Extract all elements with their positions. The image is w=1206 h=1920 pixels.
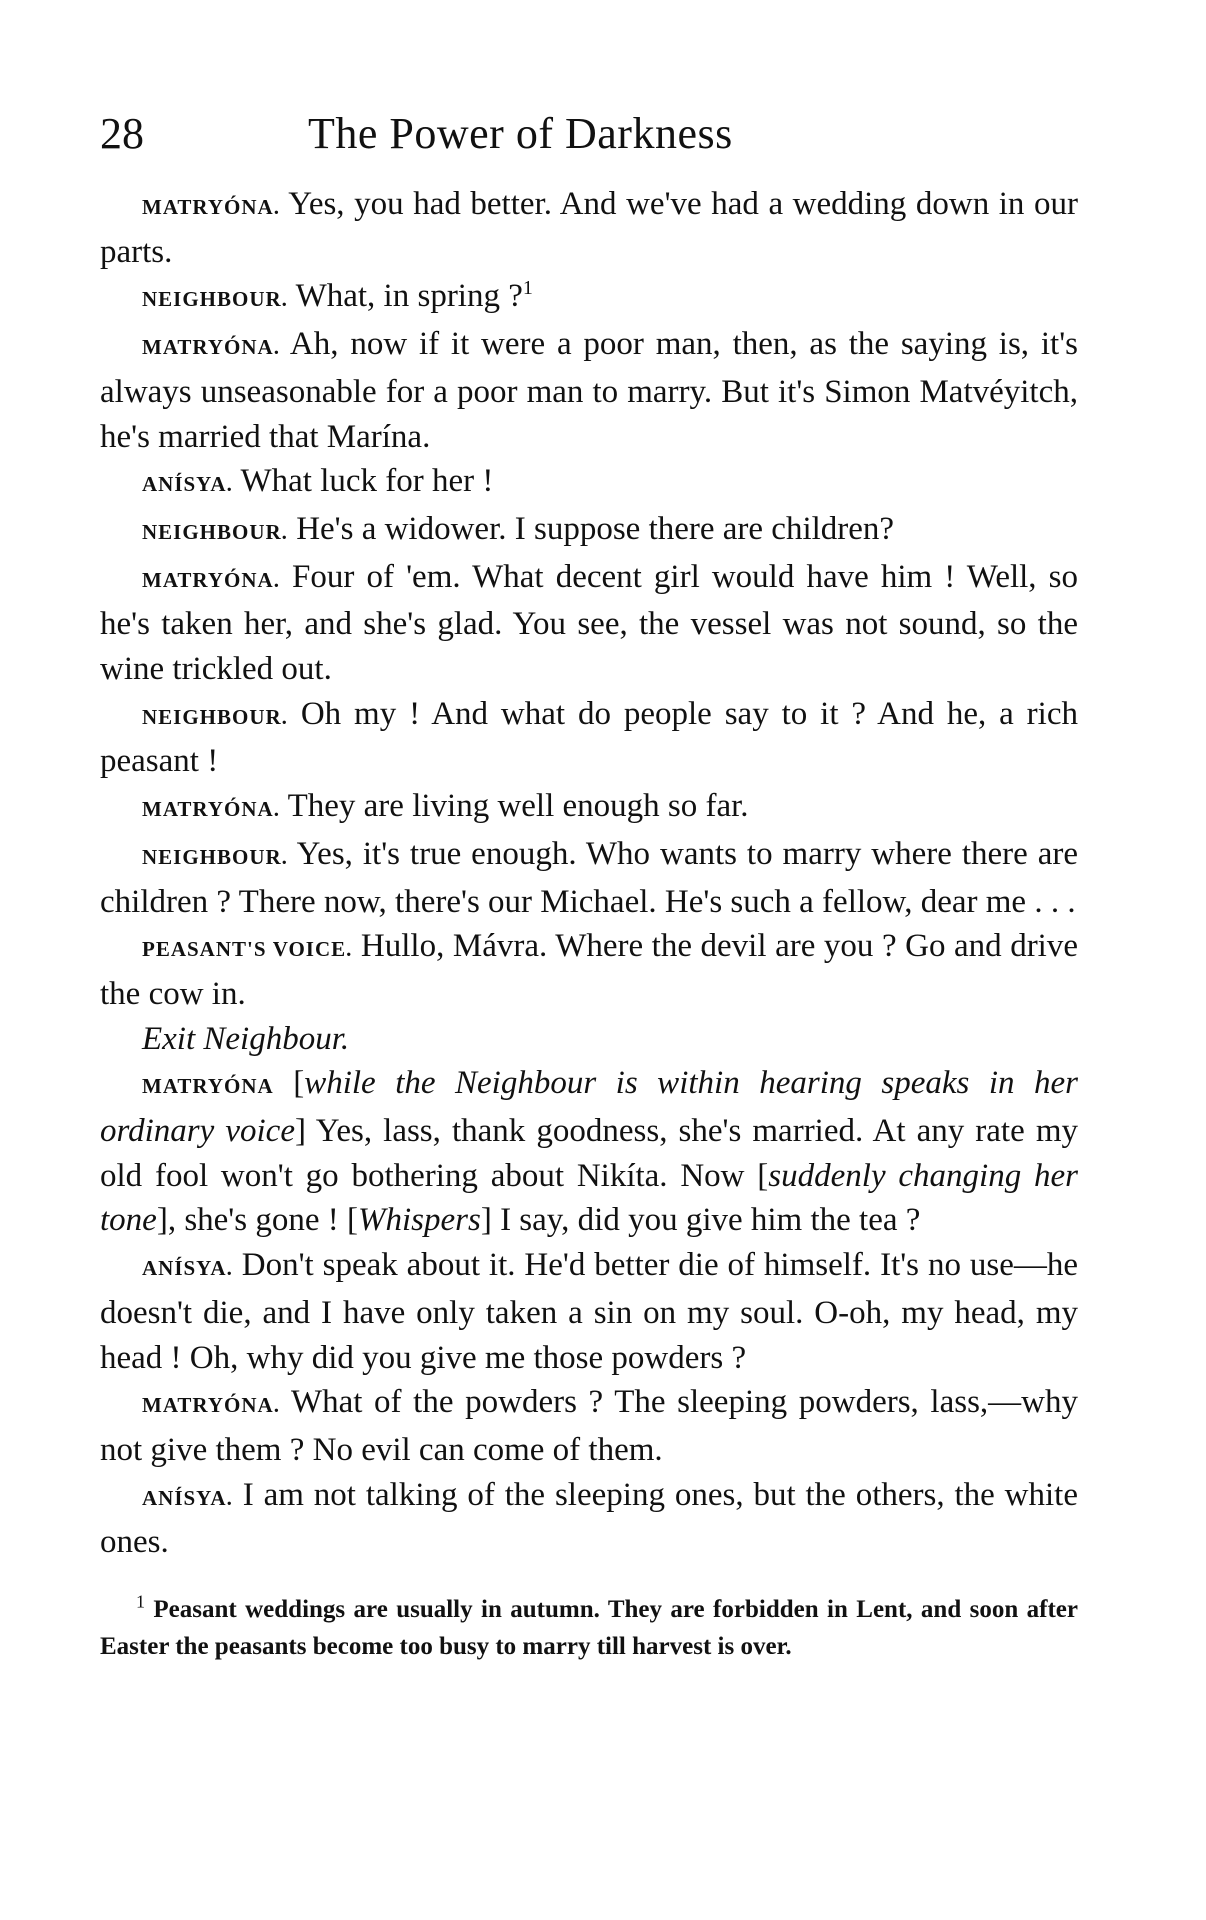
speech-text: Oh my ! And what do people say to it ? And he, a rich peasant !: [100, 695, 1078, 780]
dialogue-line: [100, 692, 1078, 784]
speech-text: Four of 'em. What decent girl would have him ! Well, so he's taken her, and she's glad. You see, the vessel was not sound, so the wine trickled out.: [100, 558, 1078, 688]
speech-text: ], she's gone ! [: [156, 1202, 358, 1239]
running-title: The Power of Darkness: [308, 109, 733, 158]
footnote-text: Peasant weddings are usually in autumn. They are forbidden in Lent, and soon after Easter the peasants become too busy to marry till harvest is over.: [100, 1596, 1078, 1661]
speech-text: Ah, now if it were a poor man, then, as the saying is, it's always unseasonable for a poor man to marry. But it's Simon Matvéyitch, he's married that Marína.: [100, 326, 1078, 455]
dialogue-line: [100, 555, 1078, 692]
speaker-name: MATRYÓNA: [142, 1074, 274, 1099]
speech-text: He's a widower. I suppose there are children?: [287, 510, 895, 547]
speech-text: What luck for her !: [232, 463, 494, 500]
dialogue-line: [100, 507, 1078, 555]
book-page: [100, 96, 1078, 1690]
inline-stage-direction: while the Neighbour is within hearing speaks in her ordinary voice: [100, 1065, 1078, 1150]
speaker-name: MATRYÓNA.: [142, 1393, 280, 1418]
dialogue-line: [100, 182, 1078, 274]
speech-text: [: [273, 1065, 305, 1102]
speaker-name: ANÍSYA.: [142, 1485, 233, 1510]
speaker-name: MATRYÓNA.: [142, 195, 280, 219]
speaker-name: NEIGHBOUR.: [142, 519, 288, 544]
speech-text: Don't speak about it. He'd better die of himself. It's no use—he doesn't die, and I have only taken a sin on my soul. O-oh, my head, my head ! Oh, why did you give me those powders ?: [100, 1247, 1078, 1376]
dialogue-line: [100, 1380, 1078, 1472]
footnote-reference: 1: [522, 277, 533, 300]
speech-text: Yes, you had better. And we've had a wedding down in our parts.: [100, 186, 1078, 270]
speaker-name: ANÍSYA.: [142, 472, 233, 497]
dialogue-line: [100, 322, 1078, 459]
speech-text: They are living well enough so far.: [279, 788, 749, 825]
dialogue-line: [100, 784, 1078, 832]
inline-stage-direction: Whispers: [357, 1202, 481, 1239]
dialogue-line: [100, 832, 1078, 924]
dialogue-line: [100, 274, 1078, 322]
footnote: [100, 1591, 1078, 1665]
page-number: 28: [100, 109, 144, 158]
inline-stage-direction: suddenly changing her tone: [100, 1157, 1078, 1239]
speaker-name: MATRYÓNA.: [142, 567, 280, 592]
dialogue-line: [100, 1243, 1078, 1380]
speaker-name: NEIGHBOUR.: [142, 704, 288, 729]
footnote-mark: 1: [136, 1591, 145, 1612]
speaker-name: NEIGHBOUR.: [142, 287, 288, 312]
speech-text: ] I say, did you give him the tea ?: [480, 1202, 921, 1239]
speech-text: Yes, it's true enough. Who wants to marry where there are children ? There now, there's our Michael. He's such a fellow, dear me . . .: [100, 835, 1078, 920]
dialogue-text: [100, 182, 1078, 1565]
speech-text: Hullo, Mávra. Where the devil are you ? Go and drive the cow in.: [100, 928, 1079, 1012]
speaker-name: MATRYÓNA.: [142, 797, 280, 822]
speech-text: I am not talking of the sleeping ones, but the others, the white ones.: [100, 1476, 1078, 1561]
speaker-name: PEASANT'S VOICE.: [142, 937, 353, 962]
page-header: [100, 96, 1078, 172]
speaker-name: NEIGHBOUR.: [142, 844, 288, 869]
stage-direction: Exit Neighbour.: [142, 1020, 350, 1057]
dialogue-line: [100, 1473, 1078, 1565]
speech-text: What of the powders ? The sleeping powders, lass,—why not give them ? No evil can come of them.: [100, 1384, 1078, 1468]
dialogue-line: [100, 1061, 1078, 1243]
speech-text: ] Yes, lass, thank goodness, she's married. At any rate my old fool won't go bothering about Nikíta. Now [: [100, 1113, 1078, 1194]
speech-text: What, in spring ?: [287, 278, 523, 315]
speaker-name: MATRYÓNA.: [142, 335, 280, 360]
dialogue-line: [100, 459, 1078, 507]
speaker-name: ANÍSYA.: [142, 1256, 233, 1281]
dialogue-line: [100, 924, 1078, 1016]
